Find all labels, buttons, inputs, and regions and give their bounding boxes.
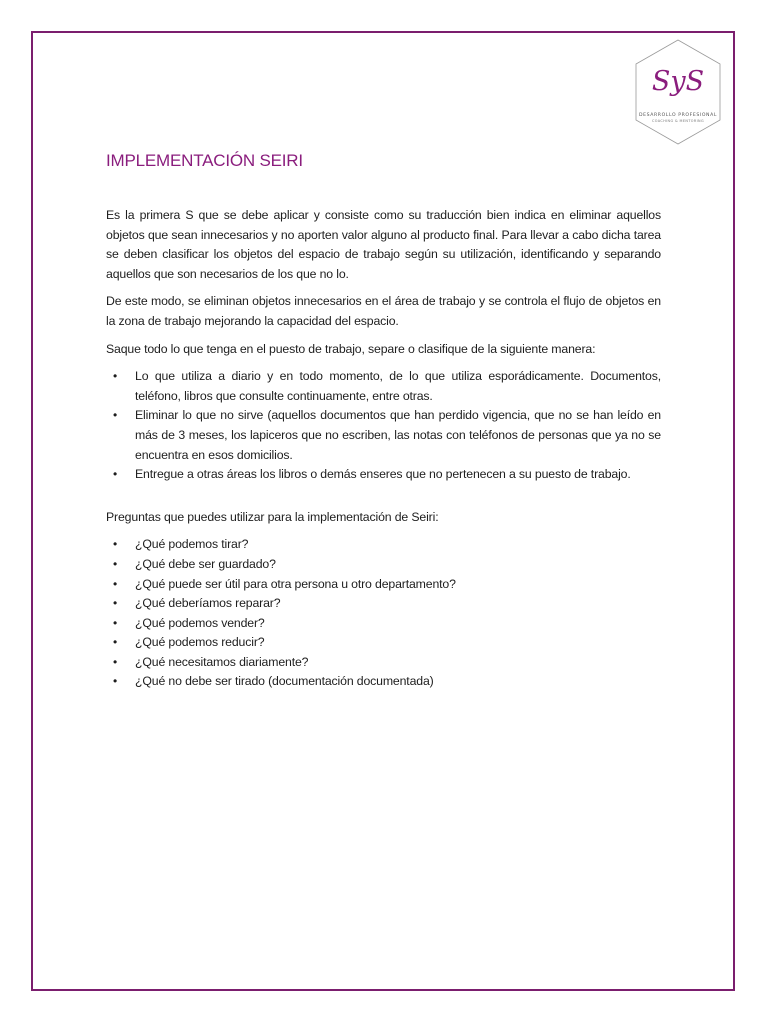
logo-tagline: DESARROLLO PROFESIONAL <box>639 113 717 118</box>
logo-subtagline: COACHING & MENTORING <box>652 119 704 123</box>
paragraph-intro: Es la primera S que se debe aplicar y consiste como su traducción bien indica en eliminar aquellos objetos que sean innecesarios y no aporten valor alguno al producto final. Para llevar a cabo dicha tarea se deben clasificar los objetos del espacio de trabajo según su utilización, identificando y separando aquellos que son necesarios de los que no lo. <box>106 208 661 281</box>
list-item: • Lo que utiliza a diario y en todo momento, de lo que utiliza esporádicamente. Documentos, teléfono, libros que consulte continuamente, entre otras. <box>135 367 661 406</box>
questions-intro: Preguntas que puedes utilizar para la implementación de Seiri: <box>106 509 439 524</box>
sys-logo <box>632 38 724 146</box>
questions-list <box>106 535 661 692</box>
list-item: • Entregue a otras áreas los libros o demás enseres que no pertenecen a su puesto de trabajo. <box>135 465 661 485</box>
list-item: • ¿Qué debe ser guardado? <box>135 555 661 575</box>
list-item: • ¿Qué podemos tirar? <box>135 535 661 555</box>
list-item: • ¿Qué podemos reducir? <box>135 633 661 653</box>
logo-monogram: SyS <box>651 66 705 97</box>
list-item: • Eliminar lo que no sirve (aquellos documentos que han perdido vigencia, que no se han leído en más de 3 meses, los lapiceros que no escriben, las notas con teléfonos de personas que ya no se encuentra en esos domicilios. <box>135 406 661 465</box>
document-body <box>106 206 661 692</box>
paragraph-effect: De este modo, se eliminan objetos innecesarios en el área de trabajo y se controla el flujo de objetos en la zona de trabajo mejorando la capacidad del espacio. <box>106 294 661 328</box>
list-item: • ¿Qué deberíamos reparar? <box>135 594 661 614</box>
page-title: IMPLEMENTACIÓN SEIRI <box>106 151 303 170</box>
classification-list <box>106 367 661 485</box>
list-item: • ¿Qué no debe ser tirado (documentación documentada) <box>135 672 661 692</box>
list-item: • ¿Qué necesitamos diariamente? <box>135 653 661 673</box>
paragraph-instruction: Saque todo lo que tenga en el puesto de trabajo, separe o clasifique de la siguiente manera: <box>106 341 596 356</box>
list-item: • ¿Qué puede ser útil para otra persona u otro departamento? <box>135 575 661 595</box>
list-item: • ¿Qué podemos vender? <box>135 614 661 634</box>
